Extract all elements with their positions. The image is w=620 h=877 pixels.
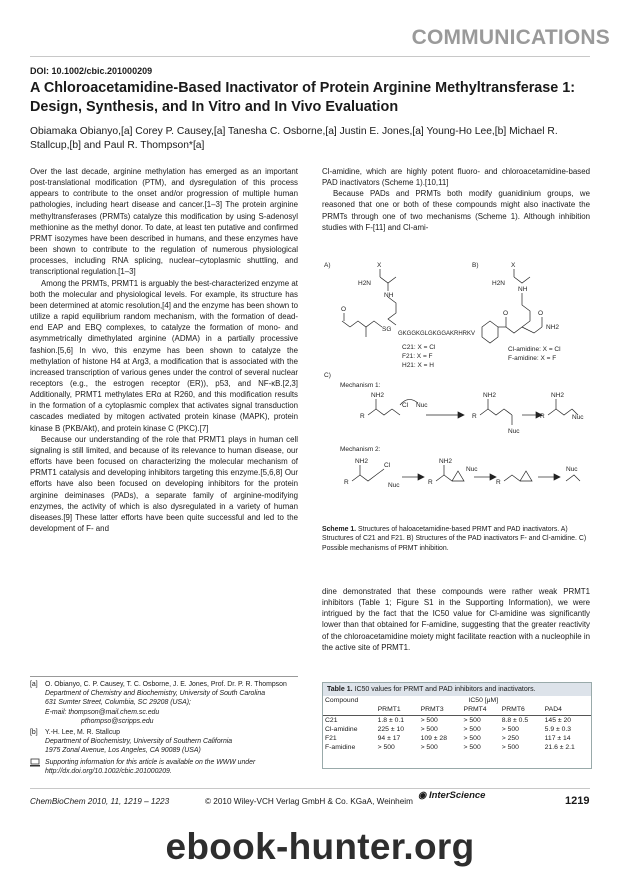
atom-label: R <box>360 413 365 420</box>
compound-label: F-amidine: X = F <box>508 355 557 362</box>
doi: DOI: 10.1002/cbic.201000209 <box>30 66 153 76</box>
logo-icon: ◉ <box>418 790 429 801</box>
atom-label: SG <box>382 326 392 333</box>
atom-label: NH <box>384 292 394 299</box>
supporting-info-link[interactable]: http://dx.doi.org/10.1002/cbic.201000209. <box>45 767 172 775</box>
table-cell: > 500 <box>501 725 519 733</box>
table-caption-label: Table 1. <box>327 686 353 693</box>
table-cell: 5.9 ± 0.3 <box>544 725 572 733</box>
section-header: COMMUNICATIONS <box>411 26 610 49</box>
table-cell: 145 ± 20 <box>544 716 572 724</box>
table-cell: Cl-amidine <box>325 725 358 733</box>
table-row <box>323 734 591 743</box>
table-row <box>323 725 591 734</box>
paragraph: dine demonstrated that these compounds were rather weak PRMT1 inhibitors (Table 1; Figure S1 in the Supporting Information), we were intrigued by the fact that the IC50 value for Cl-amidine was significantly lower than that obtained for F-amidine, suggesting that the greater reactivity of the chloroacetamidine moiety might facilitate reaction with a nucleophile in the active site of PRMT1. <box>322 587 590 652</box>
table-cell: > 500 <box>420 744 438 752</box>
scheme-caption-text: Structures of haloacetamidine-based PRMT and PAD inactivators. A) Structures of C21 and F21. B) Structures of the PAD inactivators F- and Cl-amidine. C) Possible mechanisms of PRMT inhibition. <box>322 526 587 552</box>
footnote-tag: [b] <box>30 729 38 737</box>
atom-label: NH2 <box>483 392 497 399</box>
table-cell: > 500 <box>420 725 438 733</box>
footnote-line: 631 Sumter Street, Columbia, SC 29208 (USA); <box>45 699 191 707</box>
atom-label: H2N <box>358 280 372 287</box>
table-caption <box>323 683 591 696</box>
footnotes <box>30 680 305 776</box>
scheme-label-c: C) <box>324 372 331 379</box>
atom-label: NH2 <box>371 392 385 399</box>
supporting-info-icon <box>30 758 45 776</box>
table-cell: 21.6 ± 2.1 <box>544 744 575 752</box>
page-number: 1219 <box>565 795 590 807</box>
table-cell: 117 ± 14 <box>544 735 571 743</box>
scheme-1-figure <box>322 255 590 523</box>
atom-label: NH2 <box>551 392 565 399</box>
nucleophile-label: Nuc <box>566 466 578 473</box>
copyright: © 2010 Wiley-VCH Verlag GmbH & Co. KGaA, Weinheim <box>205 797 413 806</box>
atom-label: H2N <box>492 280 506 287</box>
mechanism-1-label: Mechanism 1: <box>340 382 381 389</box>
footnote-rule <box>30 676 298 677</box>
column-header: PRMT6 <box>501 706 525 714</box>
table-cell: > 500 <box>463 744 481 752</box>
footnote-line: Y.-H. Lee, M. R. Stallcup <box>45 729 120 737</box>
table-cell: F-amidine <box>325 744 356 752</box>
column-header: PAD4 <box>544 706 562 714</box>
interscience-logo <box>418 790 485 801</box>
scheme-caption-label: Scheme 1. <box>322 526 357 533</box>
table-cell: 8.8 ± 0.5 <box>501 716 529 724</box>
atom-label: X <box>511 262 516 269</box>
table-header-row <box>323 696 591 705</box>
atom-label: R <box>540 413 545 420</box>
footnote-email[interactable]: E-mail: thompson@mail.chem.sc.edu <box>45 708 160 716</box>
atom-label: Cl <box>384 462 391 469</box>
atom-label: O <box>538 310 544 317</box>
column-header: PRMT4 <box>463 706 487 714</box>
atom-label: R <box>472 413 477 420</box>
table-cell: 94 ± 17 <box>377 735 401 743</box>
peptide-sequence: GKGGKGLGKGGAKRHRKV <box>398 331 476 337</box>
atom-label: NH2 <box>439 458 453 465</box>
footnote-line: Supporting information for this article is available on the WWW under <box>45 758 256 766</box>
table-cell: 225 ± 10 <box>377 725 405 733</box>
author-list: Obiamaka Obianyo,[a] Corey P. Causey,[a] Tanesha C. Osborne,[a] Justin E. Jones,[a] Young-Ho Lee,[b] Michael R. Stallcup,[b] and Paul R. Thompson*[a] <box>30 126 558 151</box>
watermark: ebook-hunter.org <box>165 826 475 867</box>
footnote-email[interactable]: pthompso@scripps.edu <box>81 717 154 725</box>
table-cell: C21 <box>325 716 338 724</box>
table-cell: > 500 <box>463 725 481 733</box>
footer-rule <box>30 788 590 789</box>
column-header: Compound <box>325 697 359 704</box>
footnote-line: Department of Biochemistry, University of Southern California <box>45 738 233 746</box>
logo-text: InterScience <box>428 790 486 801</box>
column-header: PRMT1 <box>377 706 401 714</box>
atom-label: NH2 <box>546 324 560 331</box>
right-column-bottom <box>322 586 590 653</box>
compound-label: Cl-amidine: X = Cl <box>508 346 561 353</box>
table-cell: > 500 <box>420 716 438 724</box>
paragraph: Among the PRMTs, PRMT1 is arguably the best-characterized enzyme at both the molecular and physiological levels. For example, its structure has been determined at atomic resolution,[4] and the enzyme has been shown to utilize a rapid equilibrium random mechanism, with the formation of dead-end EAP and EBQ complexes, to catalyze the formation of mono- and asymmetrically dimethylated arginine (ADMA) in a partially processive fashion.[5,6] In vivo, this enzyme has been shown to catalyze the methylation of histone H4 at Arg3, a modification that is associated with the increased transcription of various genes under the control of several nuclear receptors (e.g., the estrogen receptor (ER)), p53, and NF-κB.[2,3] Additionally, PRMT1 methylates ERα at R260, and this modification results in the formation of a cytoplasmic complex that activates signal transduction cascades mediated by mitogen activated protein kinase (MAPK), protein kinase B (PKB/Akt), and protein kinase C (PKC).[7] <box>30 278 298 433</box>
table-header-row <box>323 705 591 715</box>
nucleophile-label: Nuc <box>416 402 428 409</box>
table-cell: F21 <box>325 735 337 743</box>
scheme-label-b: B) <box>472 262 479 269</box>
table-cell: > 500 <box>377 744 395 752</box>
table-cell: > 500 <box>463 735 481 743</box>
left-column <box>30 166 298 534</box>
footnote-line: O. Obianyo, C. P. Causey, T. C. Osborne, J. E. Jones, Prof. Dr. P. R. Thompson <box>45 681 287 688</box>
scheme-label-a: A) <box>324 262 331 269</box>
column-header: IC50 [μM] <box>468 697 499 704</box>
right-column-top <box>322 166 590 233</box>
mechanism-2-label: Mechanism 2: <box>340 446 381 453</box>
nucleophile-label: Nuc <box>388 482 400 489</box>
ic50-table <box>323 696 591 753</box>
table-cell: > 250 <box>501 735 519 743</box>
paragraph: Because our understanding of the role that PRMT1 plays in human cell signaling is still limited, and because of its relevance to human disease, our efforts have been focused on characterizing the molecular mechanism of PRMT1 catalysis and developing inhibitors targeting this enzyme.[5,6,8] Our efforts have also been focused on developing inhibitors for the protein arginine deiminases (PADs), a separate family of arginine-modifying enzymes, the activity of which is also dysregulated in a variety of human diseases.[9] These latter efforts have been quite successful and led to the development of F- and <box>30 434 298 533</box>
nucleophile-label: Nuc <box>466 466 478 473</box>
atom-label: R <box>428 479 433 486</box>
table-cell: > 500 <box>463 716 481 724</box>
atom-label: NH <box>518 286 528 293</box>
journal-citation: ChemBioChem 2010, 11, 1219 – 1223 <box>30 797 170 806</box>
atom-label: O <box>341 306 347 313</box>
bond <box>380 277 396 283</box>
scheme-caption <box>322 525 590 553</box>
footnote-line: Department of Chemistry and Biochemistry, University of South Carolina <box>45 690 266 698</box>
header-rule <box>30 56 590 57</box>
table-cell: 1.8 ± 0.1 <box>377 716 405 724</box>
nucleophile-label: Nuc <box>572 414 584 421</box>
column-header: PRMT3 <box>420 706 444 714</box>
compound-label: C21: X = Cl <box>402 344 436 351</box>
compound-label: F21: X = F <box>402 353 433 360</box>
table-1 <box>322 682 592 769</box>
atom-label: O <box>503 310 509 317</box>
table-cell: 109 ± 28 <box>420 735 447 743</box>
compound-label: H21: X = H <box>402 362 434 369</box>
article-title: A Chloroacetamidine-Based Inactivator of Protein Arginine Methyltransferase 1: Design, Synthesis, and In Vitro and In Vivo Evaluation <box>30 80 576 115</box>
table-row <box>323 715 591 725</box>
table-row <box>323 743 591 752</box>
atom-label: R <box>496 479 501 486</box>
table-cell: > 500 <box>501 744 519 752</box>
paragraph: Over the last decade, arginine methylation has emerged as an important post-translational modification (PTM), and dysregulation of this process appears to contribute to the onset and/or progression of multiple human pathologies, including heart disease and cancer.[1–3] The protein arginine methyltransferases (PRMTs) catalyze this modification by using S-adenosyl methionine as the methyl donor. To date, at least ten putative and confirmed PRMT isozymes have been described in humans, and these enzymes have been shown to contribute to the regulation of numerous physiological processes, including RNA splicing, nuclear–cytoplasmic shuttling, and transcriptional regulation.[1–3] <box>30 167 298 277</box>
atom-label: Cl <box>402 402 409 409</box>
atom-label: R <box>344 479 349 486</box>
table-caption-text: IC50 values for PRMT and PAD inhibitors and inactivators. <box>354 686 536 693</box>
atom-label: NH2 <box>355 458 369 465</box>
footnote-tag: [a] <box>30 681 38 688</box>
paragraph: Cl-amidine, which are highly potent fluoro- and chloroacetamidine-based PAD inactivators (Scheme 1).[10,11] <box>322 167 590 188</box>
footnote-line: 1975 Zonal Avenue, Los Angeles, CA 90089 (USA) <box>45 747 201 755</box>
nucleophile-label: Nuc <box>508 428 520 435</box>
paragraph: Because PADs and PRMTs both modify guanidinium groups, we reasoned that one or both of these compounds might also inactivate the PRMTs through one of two mechanisms (Scheme 1). Although inhibition studies with F-[11] and Cl-ami- <box>322 189 590 232</box>
atom-label: X <box>377 262 382 269</box>
